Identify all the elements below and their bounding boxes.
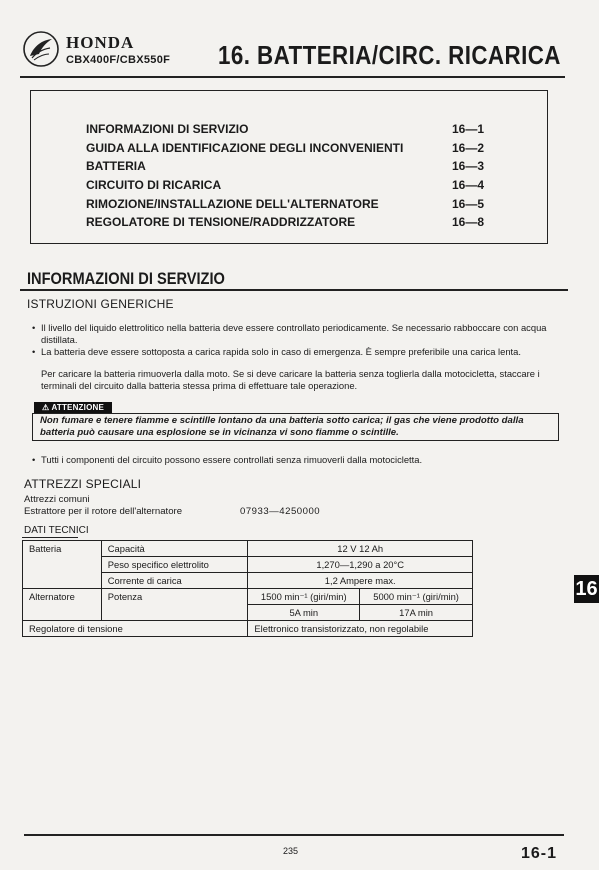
table-cell: Batteria — [23, 541, 102, 589]
tool-name: Estrattore per il rotore dell'alternatore — [24, 506, 183, 517]
table-cell: 12 V 12 Ah — [248, 541, 473, 557]
section-title: INFORMAZIONI DI SERVIZIO — [27, 269, 225, 288]
toc-label: INFORMAZIONI DI SERVIZIO — [86, 122, 249, 136]
section-subtitle: ISTRUZIONI GENERICHE — [27, 297, 174, 311]
toc-page: 16—1 — [452, 122, 485, 136]
table-cell: Potenza — [101, 589, 248, 621]
table-row — [23, 621, 473, 637]
tool-code: 07933—4250000 — [240, 506, 321, 517]
bullet-item — [32, 346, 572, 358]
table-cell: 5000 min⁻¹ (giri/min) — [360, 589, 473, 605]
bullet-text: Tutti i componenti del circuito possono essere controllati senza rimuoverli dalla motocicletta. — [41, 454, 423, 465]
bullet-text: Per caricare la batteria rimuoverla dalla moto. Se si deve caricare la batteria senza toglierla dalla motocicletta, staccare i terminali del circuito dalla batteria stessa prima di effettuare tale operazione. — [41, 368, 540, 391]
bullet-text: La batteria deve essere sottoposta a carica rapida solo in caso di emergenza. È sempre preferibile una carica lenta. — [41, 346, 521, 357]
table-cell: 17A min — [360, 605, 473, 621]
bullet-icon: • — [32, 346, 36, 357]
toc-page: 16—3 — [452, 159, 485, 173]
toc-label: BATTERIA — [86, 159, 146, 173]
toc-item[interactable] — [86, 141, 506, 155]
table-cell: Elettronico transistorizzato, non regolabile — [248, 621, 473, 637]
table-row — [23, 589, 473, 605]
toc-page: 16—5 — [452, 197, 485, 211]
tools-title: ATTREZZI SPECIALI — [24, 477, 142, 491]
table-cell: 1,2 Ampere max. — [248, 573, 473, 589]
table-cell: Alternatore — [23, 589, 102, 621]
table-cell: Corrente di carica — [101, 573, 248, 589]
bullet-icon: • — [32, 322, 36, 333]
bullet-item — [32, 322, 572, 345]
toc-item[interactable] — [86, 197, 506, 211]
chapter-tab[interactable]: 16 — [574, 575, 599, 603]
table-cell: Peso specifico elettrolito — [101, 557, 248, 573]
footer-number: 235 — [283, 846, 299, 856]
warning-icon: ⚠ — [41, 403, 52, 412]
specs-title: DATI TECNICI — [24, 525, 89, 536]
toc-item[interactable] — [86, 122, 506, 136]
tools-common: Attrezzi comuni — [24, 494, 90, 505]
footer-divider — [24, 834, 564, 836]
toc-label: RIMOZIONE/INSTALLAZIONE DELL'ALTERNATORE — [86, 197, 379, 211]
toc-label: GUIDA ALLA IDENTIFICAZIONE DEGLI INCONVENIENTI — [86, 141, 404, 155]
table-cell: 1500 min⁻¹ (giri/min) — [248, 589, 360, 605]
warning-label: ATTENZIONE — [51, 403, 104, 412]
header-divider — [20, 76, 565, 78]
table-cell: Capacità — [101, 541, 248, 557]
chapter-title: 16. BATTERIA/CIRC. RICARICA — [218, 40, 561, 70]
table-row — [23, 541, 473, 557]
bullet-paragraph — [32, 368, 572, 391]
bullet-item — [32, 454, 572, 466]
brand-name: HONDA — [66, 33, 135, 52]
table-cell: Regolatore di tensione — [23, 621, 248, 637]
toc-label: REGOLATORE DI TENSIONE/RADDRIZZATORE — [86, 215, 356, 229]
specs-title-underline — [22, 537, 78, 538]
table-cell: 5A min — [248, 605, 360, 621]
section-divider — [20, 289, 568, 291]
honda-wing-icon — [22, 30, 60, 68]
bullet-text: Il livello del liquido elettrolitico nella batteria deve essere controllato periodicamente. Se necessario rabboccare con acqua distillata. — [41, 322, 547, 345]
model-name: CBX400F/CBX550F — [66, 54, 171, 66]
warning-badge — [34, 402, 112, 413]
page-number: 16-1 — [521, 845, 558, 862]
toc-item[interactable] — [86, 215, 506, 229]
toc-page: 16—2 — [452, 141, 485, 155]
toc-item[interactable] — [86, 178, 506, 192]
toc-item[interactable] — [86, 159, 506, 173]
toc-label: CIRCUITO DI RICARICA — [86, 178, 222, 192]
table-cell: 1,270—1,290 a 20°C — [248, 557, 473, 573]
bullet-icon: • — [32, 454, 36, 465]
toc-page: 16—4 — [452, 178, 485, 192]
specs-table — [22, 540, 473, 637]
warning-text: Non fumare e tenere fiamme e scintille lontano da una batteria sotto carica; il gas che viene prodotto dalla batteria può causare una esplosione se in vicinanza vi sono fiamme o scintille. — [40, 415, 524, 438]
toc-page: 16—8 — [452, 215, 485, 229]
